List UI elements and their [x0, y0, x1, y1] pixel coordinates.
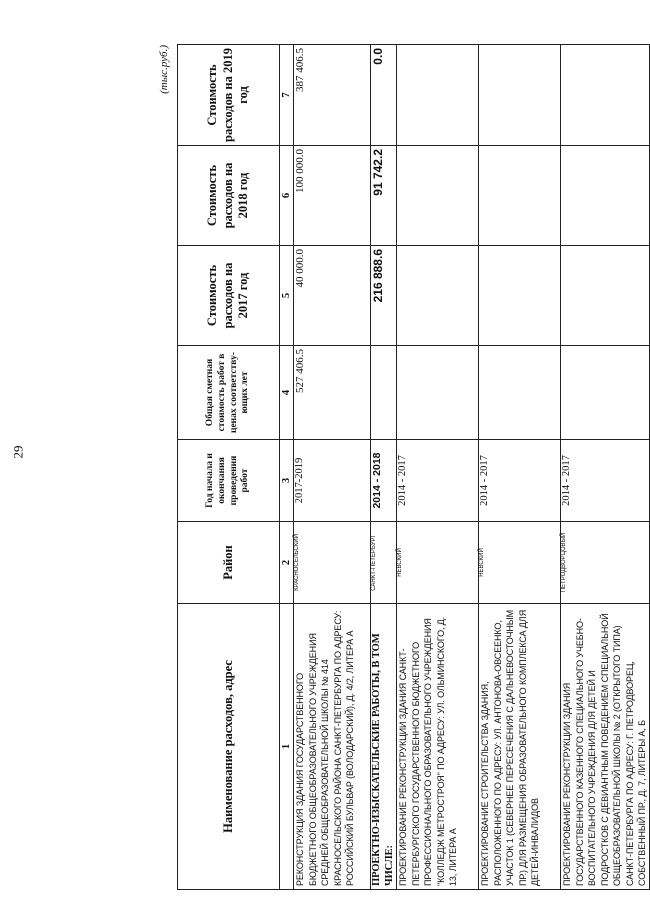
row-total: [479, 346, 561, 440]
row-cost-2019: 387 406.5: [294, 45, 371, 146]
header-district: Район: [178, 522, 280, 604]
row-years: 2014 - 2017: [561, 440, 650, 522]
row-cost-2018: 100 000.0: [294, 146, 371, 246]
row-cost-2017: [479, 246, 561, 346]
table-row: [479, 45, 561, 890]
table-row: [371, 45, 397, 890]
column-number: 5: [280, 246, 294, 346]
column-number: 6: [280, 146, 294, 246]
column-number: 7: [280, 45, 294, 146]
row-cost-2019: [479, 45, 561, 146]
row-name: ПРОЕКТНО-ИЗЫСКАТЕЛЬСКИЕ РАБОТЫ, В ТОМ ЧИСЛЕ:: [371, 604, 397, 890]
table-row: [561, 45, 650, 890]
row-cost-2017: [561, 246, 650, 346]
row-cost-2019: 0.0: [371, 45, 397, 146]
header-cost-2018: Стоимость расходов на 2018 год: [178, 146, 280, 246]
row-cost-2019: [397, 45, 479, 146]
row-name: ПРОЕКТИРОВАНИЕ СТРОИТЕЛЬСТВА ЗДАНИЯ, РАСПОЛОЖЕННОГО ПО АДРЕСУ: УЛ. АНТОНОВА-ОВСЕЕНКО, УЧАСТОК 1 (СЕВЕРНЕЕ ПЕРЕСЕЧЕНИЯ С ДАЛЬНЕВОСТОЧНЫМ ПР.) ДЛЯ РАЗМЕЩЕНИЯ ОБРАЗОВАТЕЛЬНОГО КОМПЛЕКСА ДЛЯ ДЕТЕЙ-ИНВАЛИДОВ: [479, 604, 561, 890]
row-name: ПРОЕКТИРОВАНИЕ РЕКОНСТРУКЦИИ ЗДАНИЯ САНКТ-ПЕТЕРБУРГСКОГО ГОСУДАРСТВЕННОГО БЮДЖЕТНОГО ПРОФЕССИОНАЛЬНОГО ОБРАЗОВАТЕЛЬНОГО УЧРЕЖДЕНИЯ "КОЛЛЕДЖ МЕТРОСТРОЯ" ПО АДРЕСУ: УЛ. ОЛЬМИНСКОГО, Д. 13, ЛИТЕРА А: [397, 604, 479, 890]
row-name: ПРОЕКТИРОВАНИЕ РЕКОНСТРУКЦИИ ЗДАНИЯ ГОСУДАРСТВЕННОГО КАЗЕННОГО СПЕЦИАЛЬНОГО УЧЕБНО-ВОСПИТАТЕЛЬНОГО УЧРЕЖДЕНИЯ ДЛЯ ДЕТЕЙ И ПОДРОСТКОВ С ДЕВИАНТНЫМ ПОВЕДЕНИЕМ СПЕЦИАЛЬНОЙ ОБЩЕОБРАЗОВАТЕЛЬНОЙ ШКОЛЫ № 2 (ОТКРЫТОГО ТИПА) САНКТ-ПЕТЕРБУРГА ПО АДРЕСУ: Г. ПЕТРОДВОРЕЦ, СОБСТВЕННЫЙ ПР., Д. 7, ЛИТЕРЫ А, Б: [561, 604, 650, 890]
column-number: 2: [280, 522, 294, 604]
row-total: [371, 346, 397, 440]
row-district: САНКТ-ПЕТЕРБУРГ: [371, 522, 397, 604]
rotated-page-content: [150, 45, 647, 890]
column-number: 3: [280, 440, 294, 522]
header-cost-2019: Стоимость расходов на 2019 год: [178, 45, 280, 146]
row-cost-2018: [479, 146, 561, 246]
row-cost-2017: [397, 246, 479, 346]
row-district: НЕВСКИЙ: [397, 522, 479, 604]
row-years: 2017-2019: [294, 440, 371, 522]
row-district: НЕВСКИЙ: [479, 522, 561, 604]
row-years: 2014 - 2017: [479, 440, 561, 522]
row-cost-2019: [561, 45, 650, 146]
row-district: КРАСНОСЕЛЬСКИЙ: [294, 522, 371, 604]
header-years: Год начала и окончания проведения работ: [178, 440, 280, 522]
row-total: [561, 346, 650, 440]
column-number: 1: [280, 604, 294, 890]
table-row: [294, 45, 371, 890]
header-total: Общая сметная стоимость работ в ценах соответству-ющих лет: [178, 346, 280, 440]
table-row: [397, 45, 479, 890]
row-years: 2014 - 2018: [371, 440, 397, 522]
row-years: 2014 - 2017: [397, 440, 479, 522]
header-name: Наименование расходов, адрес: [178, 604, 280, 890]
column-number-row: [280, 45, 294, 890]
header-row: [178, 45, 280, 890]
page-number: 29: [10, 445, 26, 459]
row-total: 527 406.5: [294, 346, 371, 440]
row-district: ПЕТРОДВОРЦОВЫЙ: [561, 522, 650, 604]
row-cost-2017: 40 000.0: [294, 246, 371, 346]
row-cost-2018: [397, 146, 479, 246]
header-cost-2017: Стоимость расходов на 2017 год: [178, 246, 280, 346]
row-cost-2017: 216 888.6: [371, 246, 397, 346]
column-number: 4: [280, 346, 294, 440]
row-cost-2018: [561, 146, 650, 246]
row-total: [397, 346, 479, 440]
units-note: (тыс.руб.): [158, 45, 170, 94]
row-name: РЕКОНСТРУКЦИЯ ЗДАНИЯ ГОСУДАРСТВЕННОГО БЮДЖЕТНОГО ОБЩЕОБРАЗОВАТЕЛЬНОГО УЧРЕЖДЕНИЯ СРЕДНЕЙ ОБЩЕОБРАЗОВАТЕЛЬНОЙ ШКОЛЫ № 414 КРАСНОСЕЛЬСКОГО РАЙОНА САНКТ-ПЕТЕРБУРГА ПО АДРЕСУ: РОССИЙСКИЙ БУЛЬВАР (ВОЛОДАРСКИЙ), Д. 4/2, ЛИТЕРА А: [294, 604, 371, 890]
budget-table: [177, 44, 650, 890]
row-cost-2018: 91 742.2: [371, 146, 397, 246]
